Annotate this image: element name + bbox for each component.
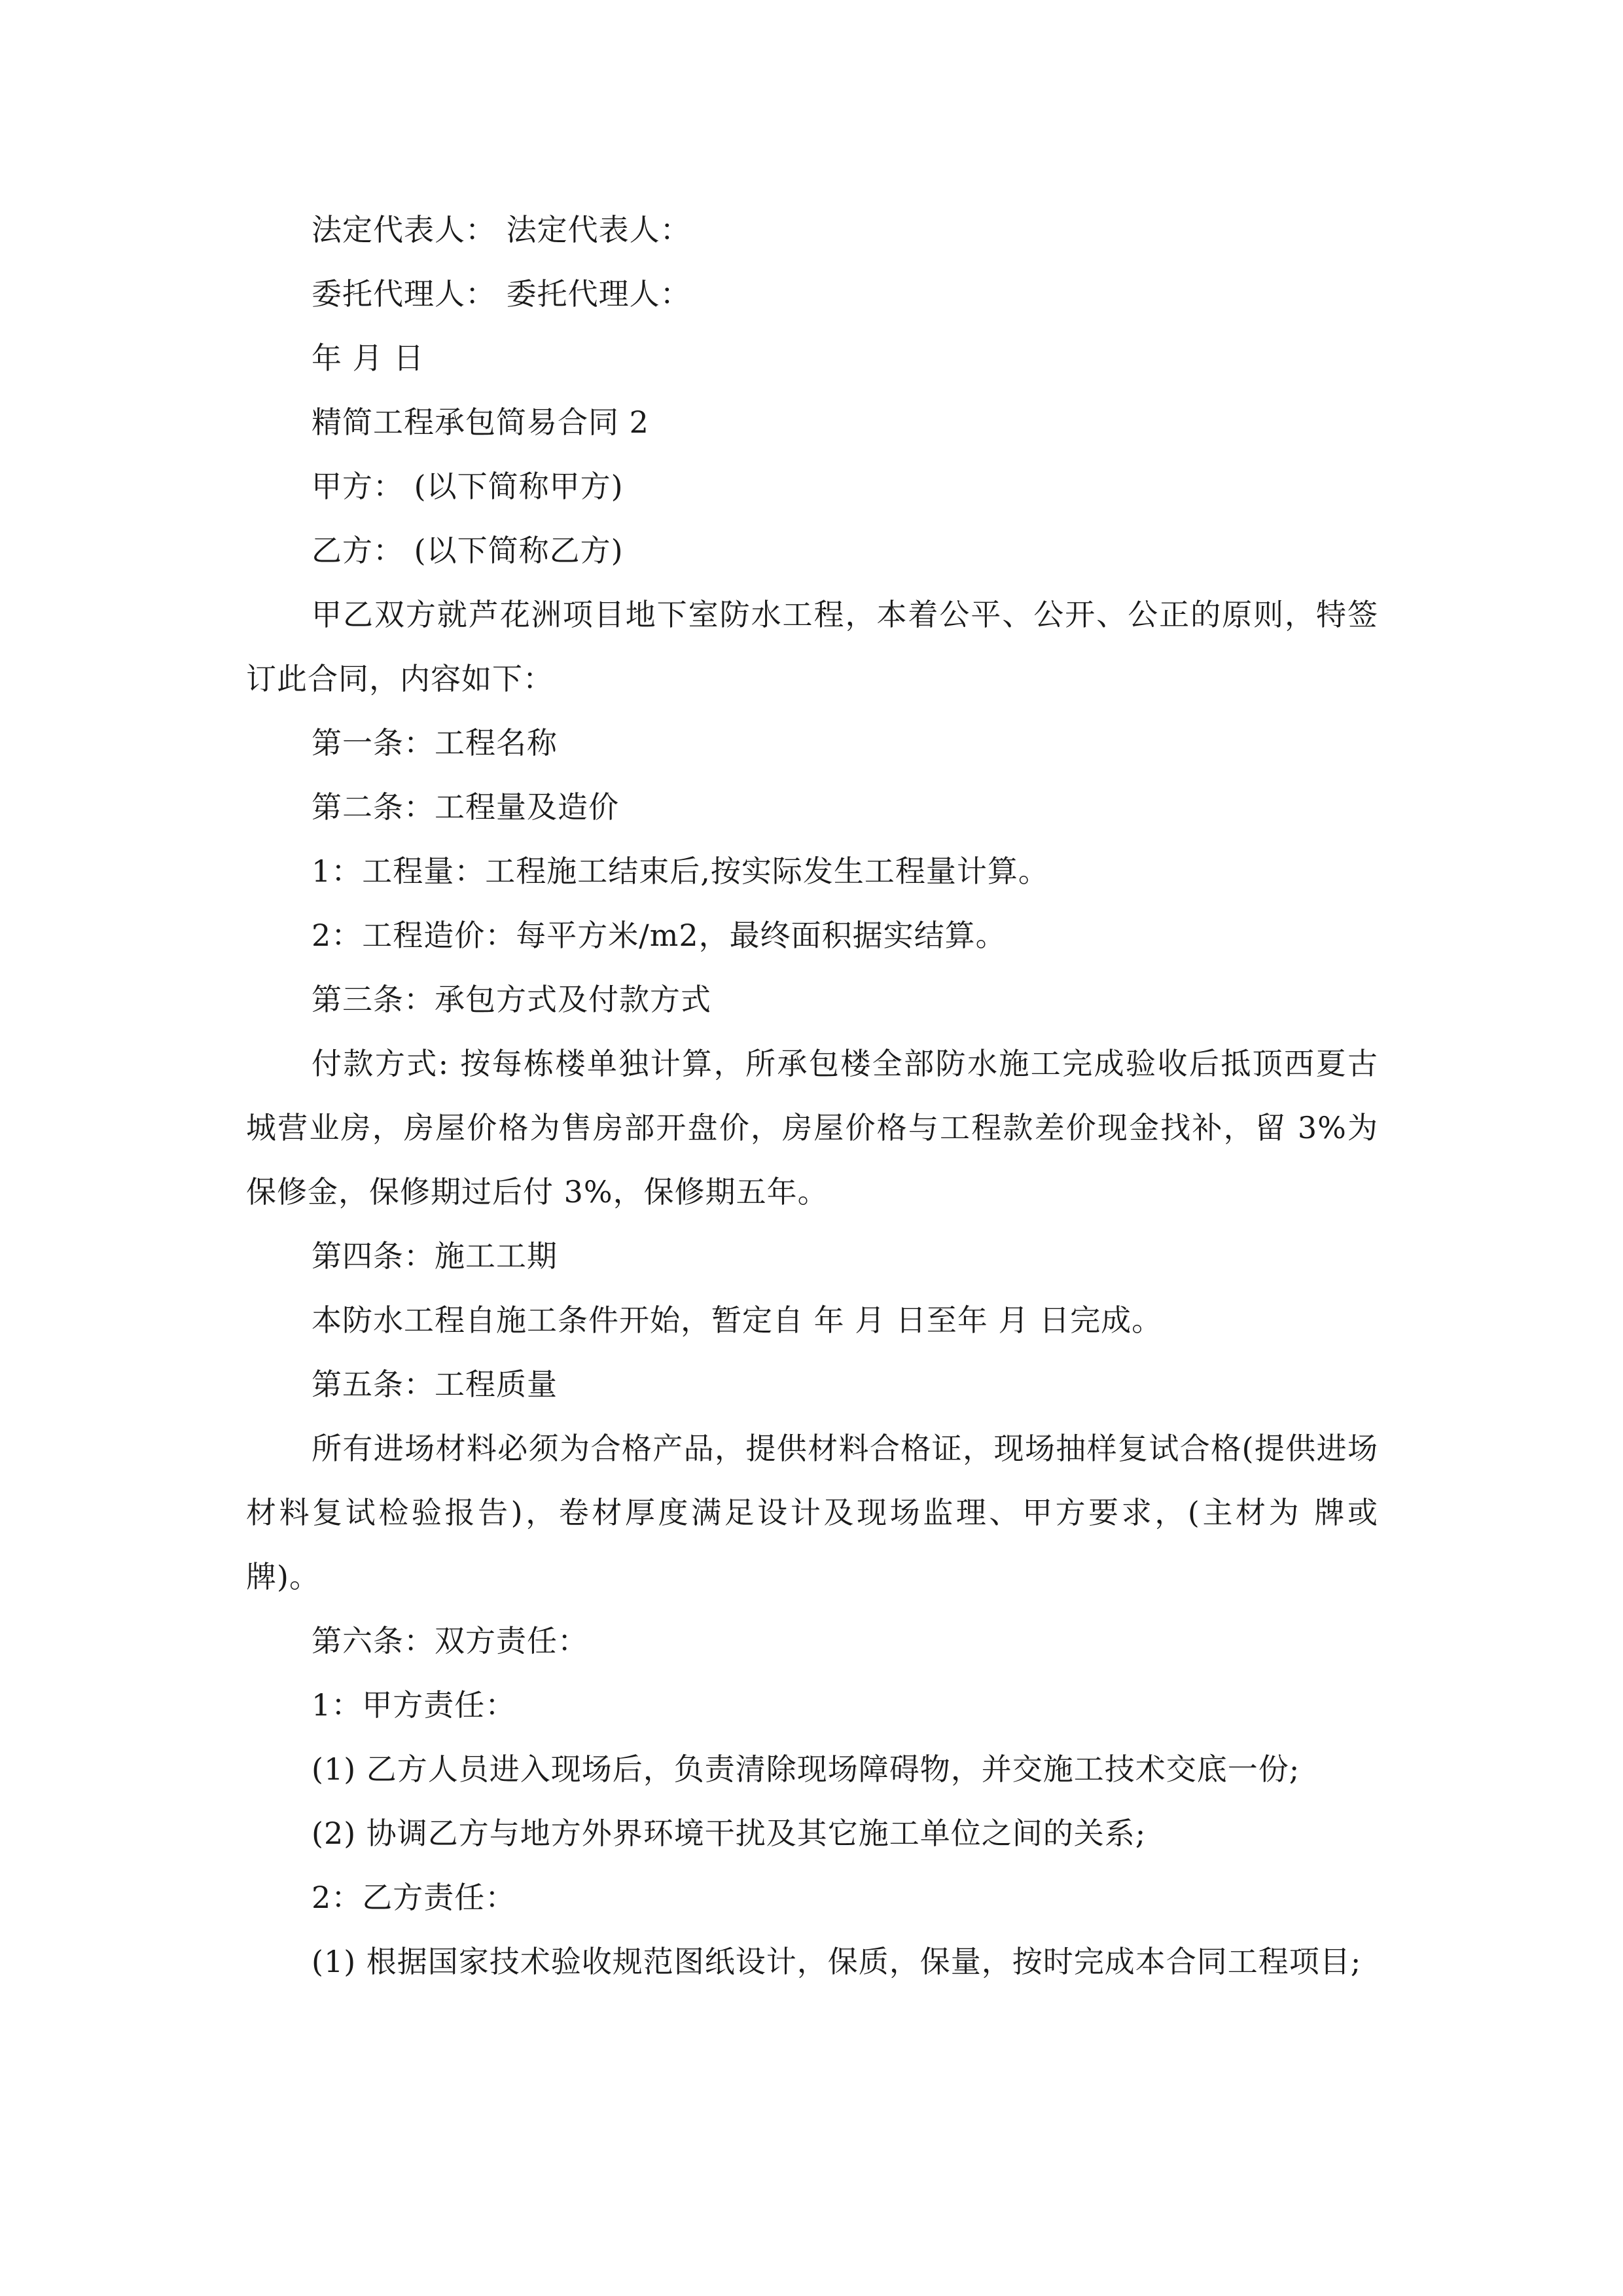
article-heading: 第六条：双方责任： (312, 1623, 588, 1659)
document-body (246, 198, 1378, 1994)
article-heading: 第一条：工程名称 (312, 725, 558, 761)
paragraph: 2：乙方责任： (312, 1880, 516, 1915)
paragraph: 1：甲方责任： (312, 1687, 516, 1723)
paragraph: 2：工程造价：每平方米/m2，最终面积据实结算。 (312, 918, 1007, 953)
article-heading: 第四条：施工工期 (312, 1238, 558, 1274)
paragraph: 付款方式: 按每栋楼单独计算，所承包楼全部防水施工完成验收后抵顶西夏古城营业房，房屋价格为售房部开盘价，房屋价格与工程款差价现金找补，留 3%为保修金，保修期过后付 3%，保修期五年。 (246, 1046, 1378, 1210)
list-item: (2) 协调乙方与地方外界环境干扰及其它施工单位之间的关系; (312, 1816, 1147, 1851)
section-title: 精简工程承包简易合同 2 (312, 404, 649, 440)
article-heading: 第五条：工程质量 (312, 1367, 558, 1402)
paragraph: 所有进场材料必须为合格产品，提供材料合格证，现场抽样复试合格(提供进场材料复试检验报告)，卷材厚度满足设计及现场监理、甲方要求，(主材为 牌或 牌)。 (246, 1431, 1378, 1594)
paragraph: 乙方： (以下简称乙方) (312, 533, 624, 568)
paragraph: 本防水工程自施工条件开始，暂定自 年 月 日至年 月 日完成。 (312, 1302, 1163, 1338)
list-item: (1) 乙方人员进入现场后，负责清除现场障碍物，并交施工技术交底一份; (312, 1751, 1300, 1787)
article-heading: 第三条：承包方式及付款方式 (312, 982, 711, 1017)
paragraph: 1：工程量：工程施工结束后,按实际发生工程量计算。 (312, 853, 1049, 889)
article-heading: 第二条：工程量及造价 (312, 789, 619, 825)
paragraph: 甲方： (以下简称甲方) (312, 469, 624, 504)
paragraph: 甲乙双方就芦花洲项目地下室防水工程，本着公平、公开、公正的原则，特签订此合同，内容如下： (246, 597, 1378, 696)
paragraph: 委托代理人： 委托代理人： (312, 276, 691, 312)
list-item: (1) 根据国家技术验收规范图纸设计，保质，保量，按时完成本合同工程项目; (312, 1944, 1362, 1979)
paragraph: 年 月 日 (312, 340, 425, 376)
paragraph: 法定代表人： 法定代表人： (312, 212, 691, 247)
